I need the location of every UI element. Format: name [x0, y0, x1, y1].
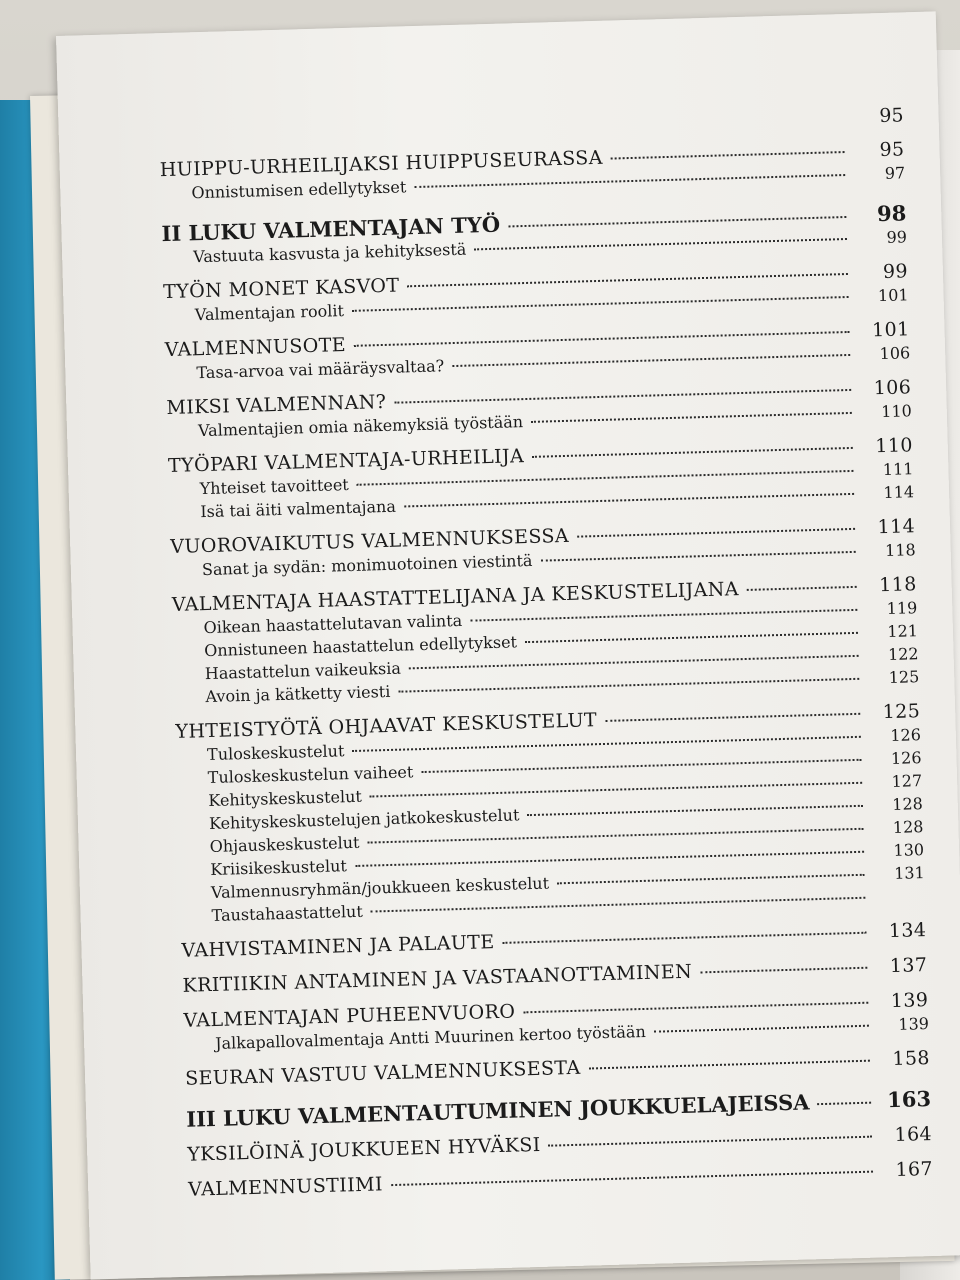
toc-entry-label: VUOROVAIKUTUS VALMENNUKSESSA — [170, 524, 570, 559]
toc-page-number: 122 — [887, 644, 919, 665]
toc-page-number: 110 — [874, 434, 914, 458]
toc-page-number: 95 — [879, 138, 905, 162]
toc-page-number: 97 — [884, 163, 906, 183]
toc-page-number — [874, 901, 926, 902]
dot-leader — [525, 632, 858, 643]
toc-entry — [185, 1047, 930, 1091]
toc-page-number: 106 — [879, 343, 911, 364]
dot-leader — [589, 1060, 870, 1070]
dot-leader — [407, 273, 848, 287]
toc-entry-label: Valmentajan roolit — [194, 301, 345, 325]
dot-leader — [414, 174, 845, 188]
dot-leader — [557, 874, 865, 885]
dot-leader — [549, 1136, 872, 1147]
toc-page-number: 126 — [890, 748, 922, 768]
toc-entry-label: VALMENTAJAN PUHEENVUORO — [183, 1000, 516, 1032]
dot-leader — [611, 151, 845, 160]
toc-entry-label: Jalkapallovalmentaja Antti Muurinen kertoo työstään — [214, 1021, 647, 1053]
dot-leader — [398, 678, 859, 693]
toc-entry-label: Yhteiset tavoitteet — [199, 475, 349, 499]
dot-leader — [532, 447, 853, 458]
toc-top-page-number: 95 — [879, 104, 904, 128]
toc-page-number: 130 — [893, 840, 925, 860]
toc-page-number: 131 — [893, 863, 925, 883]
toc-entry-label: Valmentajien omia näkemyksiä työstään — [197, 412, 524, 441]
toc-entry-label: III LUKU VALMENTAUTUMINEN JOUKKUELAJEISSA — [185, 1089, 810, 1132]
toc-entry-label: Oikean haastattelutavan valinta — [203, 610, 463, 638]
dot-leader — [605, 713, 860, 722]
toc-entry-label: Tasa-arvoa vai määräysvaltaa? — [196, 356, 445, 383]
dot-leader — [577, 528, 855, 538]
toc-entry — [188, 1158, 933, 1202]
toc-page-number: 125 — [882, 700, 921, 724]
toc-entry-label: Kriisikeskustelut — [210, 856, 348, 880]
toc-page-number: 137 — [889, 954, 928, 978]
toc-entry-label: VALMENNUSOTE — [164, 334, 347, 362]
toc-page-number: 158 — [892, 1047, 931, 1071]
toc-entry-label: VAHVISTAMINEN JA PALAUTE — [181, 931, 495, 962]
toc-page-number: 125 — [888, 667, 920, 687]
toc-entry-label: Taustahaastattelut — [211, 901, 364, 925]
dot-leader — [352, 296, 849, 312]
toc-page-number: 167 — [895, 1157, 934, 1181]
toc-page-number: 101 — [877, 285, 909, 306]
toc-page-number: 106 — [873, 376, 912, 400]
toc-entry-label: Onnistuneen haastattelun edellytykset — [203, 632, 518, 661]
toc-chapter-entry — [186, 1086, 931, 1132]
dot-leader — [508, 216, 846, 227]
toc-page-number: 119 — [886, 598, 918, 619]
toc-entry-label: Avoin ja kätketty viesti — [205, 681, 391, 707]
dot-leader — [527, 805, 863, 816]
dot-leader — [523, 1002, 868, 1014]
toc-entry-label: TYÖN MONET KASVOT — [162, 274, 400, 304]
toc-entry-label: YHTEISTYÖTÄ OHJAAVAT KESKUSTELUT — [175, 709, 598, 743]
toc-page-number: 118 — [878, 573, 917, 597]
dot-leader — [391, 1171, 873, 1186]
toc-list — [159, 138, 933, 1201]
toc-page-number: 127 — [891, 771, 923, 791]
toc-page-number: 126 — [890, 725, 922, 745]
toc-entry-label: II LUKU VALMENTAJAN TYÖ — [161, 211, 501, 247]
toc-page-number: 139 — [890, 989, 929, 1013]
dot-leader — [700, 967, 867, 974]
toc-page-number: 121 — [887, 621, 919, 642]
toc-page-number: 111 — [882, 459, 914, 480]
toc-entry-label: Onnistumisen edellytykset — [191, 177, 407, 203]
toc-page-number: 139 — [898, 1014, 930, 1034]
book-page — [56, 11, 960, 1279]
dot-leader — [474, 238, 847, 250]
dot-leader — [654, 1025, 869, 1033]
toc-entry-label: VALMENTAJA HAASTATTELIJANA JA KESKUSTELIJANA — [171, 578, 740, 616]
toc-entry-label: TYÖPARI VALMENTAJA-URHEILIJA — [167, 445, 525, 478]
toc-page-number: 98 — [876, 200, 907, 227]
toc-entry-label: MIKSI VALMENNAN? — [166, 390, 387, 420]
dot-leader — [540, 551, 855, 562]
toc-page-number: 128 — [892, 817, 924, 837]
toc-entry-label: Vastuuta kasvusta ja kehityksestä — [192, 239, 467, 267]
dot-leader — [409, 655, 859, 670]
toc-entry-label: VALMENNUSTIIMI — [187, 1173, 384, 1201]
toc-entry-label: Kehityskeskustelut — [208, 786, 363, 811]
toc-entry-label: Valmennusryhmän/joukkueen keskustelut — [210, 873, 550, 903]
toc-entry-label: Sanat ja sydän: monimuotoinen viestintä — [201, 550, 533, 580]
toc-page-number: 118 — [884, 540, 916, 561]
toc-entry-label: Ohjauskeskustelut — [209, 832, 360, 857]
toc-page-number: 114 — [883, 482, 915, 503]
toc-page-number: 99 — [882, 260, 909, 283]
toc-entry-label: Kehityskeskustelujen jatkokeskustelut — [208, 805, 520, 834]
toc-entry-label: SEURAN VASTUU VALMENNUKSESTA — [184, 1056, 581, 1090]
dot-leader — [421, 759, 861, 773]
toc-entry-label: Haastattelun vaikeuksia — [204, 658, 402, 684]
dot-leader — [394, 389, 851, 404]
toc-page-number: 128 — [891, 794, 924, 814]
dot-leader — [470, 609, 857, 622]
dot-leader — [404, 493, 854, 508]
dot-leader — [371, 897, 866, 913]
toc-page-number: 110 — [880, 401, 913, 422]
table-of-contents — [159, 104, 934, 1201]
dot-leader — [531, 412, 852, 423]
toc-entry-label: Tuloskeskustelun vaiheet — [207, 762, 414, 788]
dot-leader — [452, 354, 850, 367]
toc-entry-label: Isä tai äiti valmentajana — [200, 496, 397, 522]
toc-page-number: 99 — [886, 227, 908, 247]
toc-page-number: 164 — [894, 1122, 933, 1147]
toc-entry-label: Tuloskeskustelut — [206, 741, 345, 765]
dot-leader — [747, 586, 857, 591]
toc-page-number: 101 — [871, 318, 910, 342]
toc-page-number: 134 — [888, 919, 927, 943]
toc-entry-label: YKSILÖINÄ JOUKKUEEN HYVÄKSI — [186, 1133, 541, 1166]
toc-page-number: 114 — [877, 515, 916, 539]
dot-leader — [818, 1102, 872, 1105]
toc-page-number: 163 — [886, 1085, 932, 1113]
dot-leader — [503, 932, 867, 944]
toc-entry-label: KRITIIKIN ANTAMINEN JA VASTAANOTTAMINEN — [182, 960, 693, 997]
toc-entry-label: HUIPPU-URHEILIJAKSI HUIPPUSEURASSA — [159, 146, 604, 182]
